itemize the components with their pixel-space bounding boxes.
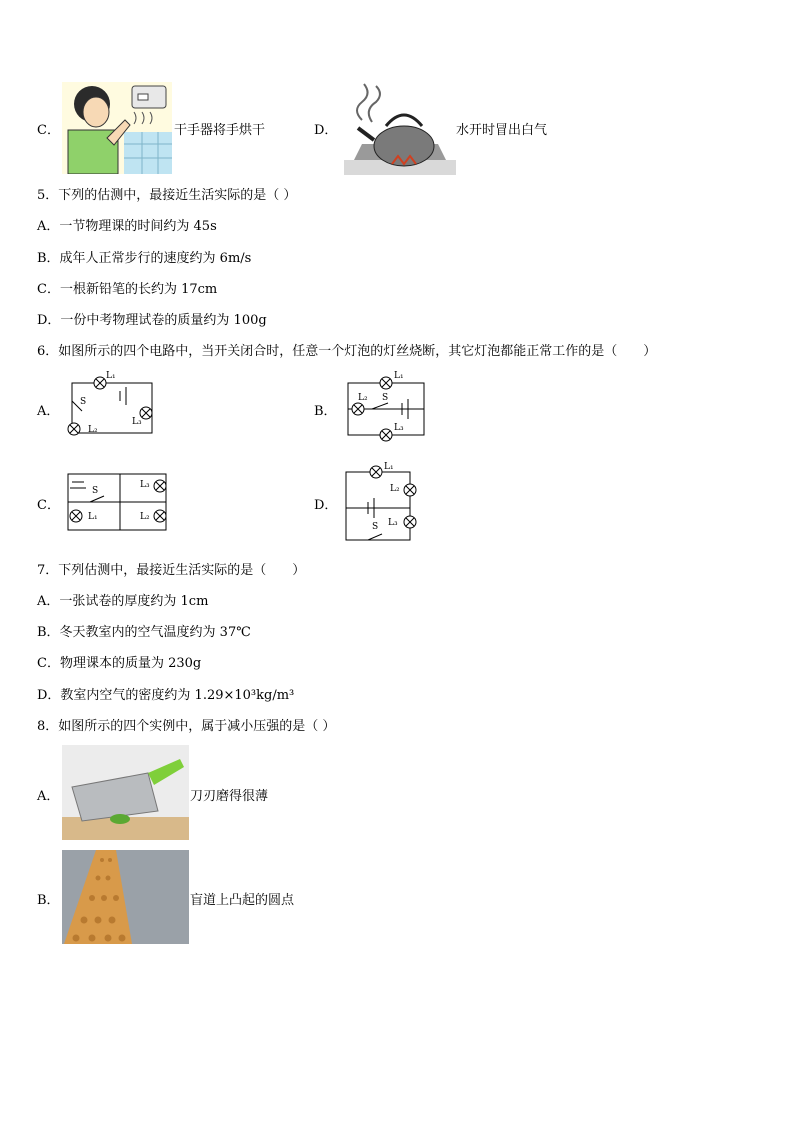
q4-option-c-caption: 干手器将手烘干 (174, 123, 266, 138)
circuit-diagram-a (62, 373, 162, 443)
q5-option-a: A．一节物理课的时间约为 45s (37, 219, 217, 234)
q7-option-a: A．一张试卷的厚度约为 1cm (37, 594, 209, 609)
label-l1: L₁ (106, 371, 116, 381)
label-s: S (80, 397, 87, 407)
circuit-diagram-d (342, 460, 420, 545)
label-l1: L₁ (384, 462, 394, 472)
q5-option-c: C．一根新铅笔的长约为 17cm (37, 282, 218, 297)
label-l2: L₂ (140, 512, 150, 522)
label-l3: L₃ (388, 518, 398, 528)
label-l3: L₃ (132, 417, 142, 427)
label-s: S (92, 486, 99, 496)
label-l1: L₁ (88, 512, 98, 522)
label-l2: L₂ (88, 425, 98, 435)
label-l2: L₂ (390, 484, 400, 494)
q8-option-b-letter: B． (37, 893, 60, 908)
circuit-diagram-c (62, 468, 174, 538)
circuit-diagram-b (344, 373, 429, 443)
q8-option-a-letter: A． (37, 789, 60, 804)
hand-dryer-illustration (62, 82, 172, 174)
tactile-paving-photo (62, 850, 189, 944)
q4-option-c-letter: C． (37, 123, 60, 138)
q6-option-d-letter: D． (314, 498, 338, 513)
q6-option-c-letter: C． (37, 498, 60, 513)
q6-option-b-letter: B． (314, 404, 337, 419)
q7-option-b: B．冬天教室内的空气温度约为 37℃ (37, 625, 251, 640)
q5-option-b: B．成年人正常步行的速度约为 6m/s (37, 251, 252, 266)
q5-stem: 5．下列的估测中，最接近生活实际的是（ ） (37, 188, 297, 203)
label-s: S (382, 393, 389, 403)
label-s: S (372, 522, 379, 532)
q6-option-a-letter: A． (37, 404, 60, 419)
q5-option-d: D．一份中考物理试卷的质量约为 100g (37, 313, 267, 328)
label-l2: L₂ (358, 393, 368, 403)
q7-option-c: C．物理课本的质量为 230g (37, 656, 202, 671)
label-l3: L₃ (394, 423, 404, 433)
label-l3: L₃ (140, 480, 150, 490)
kitchen-knife-photo (62, 745, 189, 840)
q6-stem: 6．如图所示的四个电路中，当开关闭合时，任意一个灯泡的灯丝烧断，其它灯泡都能正常工作的是（ ） (37, 344, 657, 359)
q7-option-d: D．教室内空气的密度约为 1.29×10³kg/m³ (37, 688, 295, 703)
label-l1: L₁ (394, 371, 404, 381)
q4-option-d-caption: 水开时冒出白气 (456, 123, 548, 138)
q8-stem: 8．如图所示的四个实例中，属于减小压强的是（ ） (37, 719, 336, 734)
q4-option-d-letter: D． (314, 123, 338, 138)
kettle-boiling-illustration (344, 80, 456, 175)
q8-option-a-caption: 刀刃磨得很薄 (190, 789, 269, 804)
q7-stem: 7．下列估测中，最接近生活实际的是（ ） (37, 563, 306, 578)
q8-option-b-caption: 盲道上凸起的圆点 (190, 893, 295, 908)
